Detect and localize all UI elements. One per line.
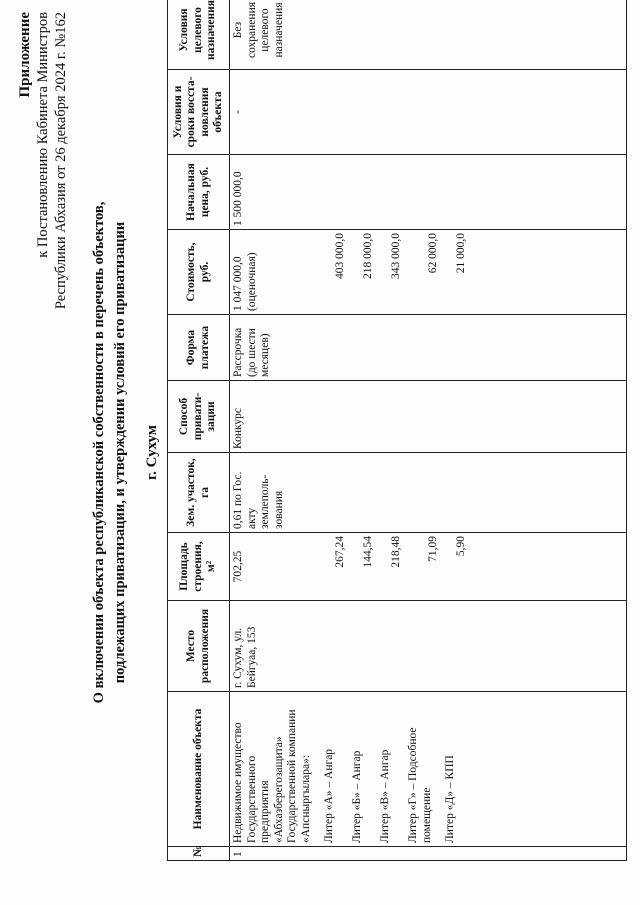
header-conditions: Условия целевого назначения [168,0,230,70]
table-header-row [168,0,230,861]
appendix-title: Приложение [17,12,33,98]
item-cost: 62 000,0 [427,233,439,274]
cell-area [230,533,627,601]
cost-total: 1 047 000,0 (оценочная) [232,252,258,311]
cell-restore: - [230,70,627,155]
object-name: Недвижимое имущество Государственного предприятия «Абхазберегозащита» Государственной компании «Апсныргылара»: [232,709,312,843]
header-location: Место расположения [168,601,230,692]
cell-start-price: 1 500 000,0 [230,155,627,230]
title-line: подлежащих приватизации, и утверждении условий его приватизации [112,221,128,684]
table-row [230,0,627,861]
cell-num: 1 [230,847,627,861]
item-area: 218,48 [389,536,402,568]
document-title [89,0,131,905]
cell-land: 0,61 по Гос. акту землеполь-зования [230,453,627,533]
header-num: № [168,847,230,861]
item-name: Литер «Г» – Подсобное помещение [407,727,433,843]
item-area: 267,24 [333,536,346,568]
item-name: Литер «В» – Ангар [379,749,391,843]
appendix-block [16,12,70,309]
header-cost: Стоимость, руб. [168,230,230,315]
cell-payment: Рассрочка (до шести месяцев) [230,315,627,381]
cell-cost [230,230,627,315]
item-cost: 218 000,0 [362,233,374,279]
area-total: 702,25 [232,550,244,583]
item-name: Литер «Д» – КПП [444,755,456,843]
item-cost: 21 000,0 [455,233,467,274]
cell-method: Конкурс [230,381,627,453]
city-heading: г. Сухум [144,424,160,481]
title-line: О включении объекта республиканской собственности в перечень объектов, [91,201,107,704]
appendix-line: Республики Абхазия от 26 декабря 2024 г. №162 [53,12,69,310]
item-area: 5,90 [454,536,467,557]
header-restore: Условия и сроки восста-новления объекта [168,70,230,155]
item-area: 71,09 [426,536,439,562]
item-cost: 403 000,0 [334,233,346,279]
header-method: Способ привати-зации [168,381,230,453]
appendix-line: к Постановлению Кабинета Министров [35,12,51,258]
item-cost: 343 000,0 [390,233,402,279]
header-area: Площадь строения, м² [168,533,230,601]
item-name: Литер «А» – Ангар [323,748,335,843]
item-area: 144,54 [361,536,374,568]
header-start-price: Начальная цена, руб. [168,155,230,230]
header-name: Наименование объекта [168,692,230,847]
header-land: Зем. участок, га [168,453,230,533]
privatization-table [167,0,627,861]
cell-location: г. Сухум, ул. Бейгуаа, 153 [230,601,627,692]
cell-conditions: Без сохранения целевого назначения [230,0,627,70]
cell-name [230,692,627,847]
header-payment: Форма платежа [168,315,230,381]
item-name: Литер «Б» – Ангар [351,750,363,843]
